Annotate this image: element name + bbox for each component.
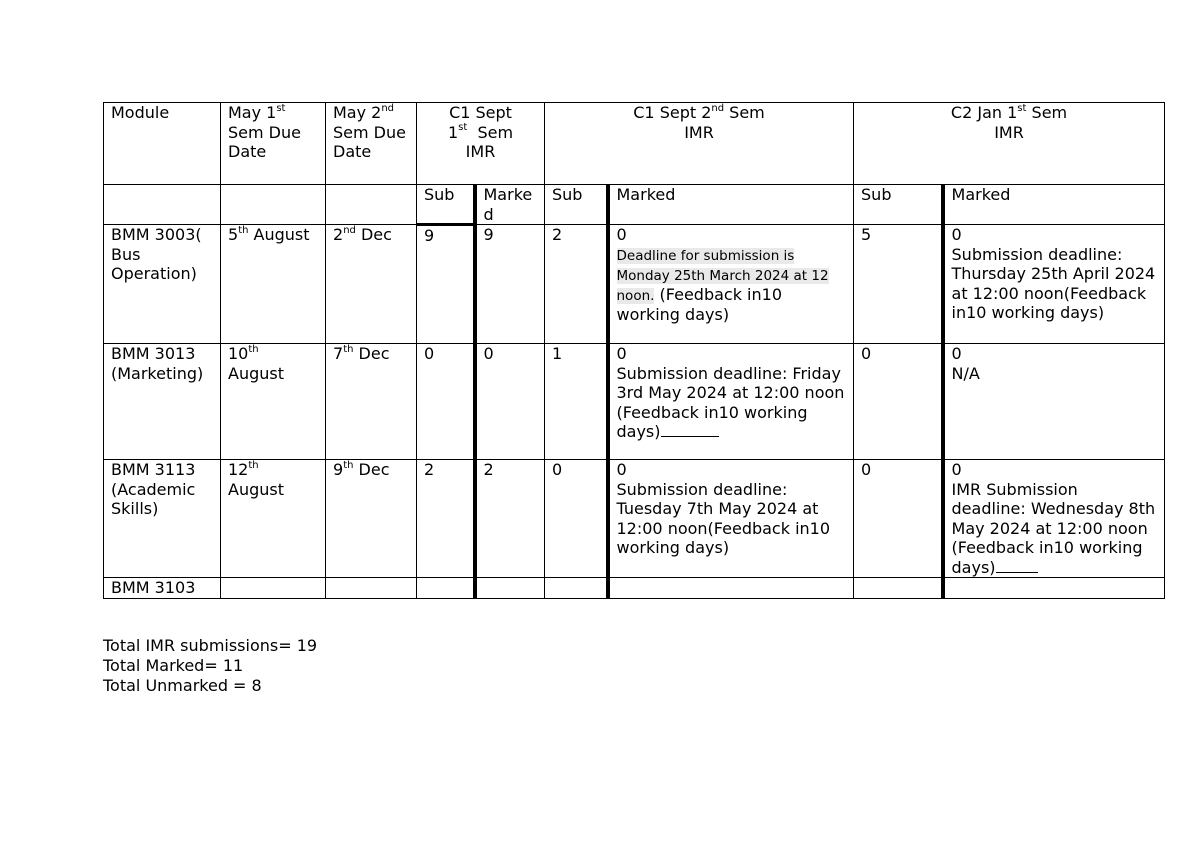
subheader-marked: Marked bbox=[608, 185, 854, 225]
total-unmarked: Total Unmarked = 8 bbox=[103, 676, 262, 695]
c2-sub: 0 bbox=[854, 460, 943, 578]
c1s1-sub: 2 bbox=[417, 460, 475, 578]
c1s1-sub: 0 bbox=[417, 344, 475, 460]
c2-sub: 0 bbox=[854, 344, 943, 460]
c1s2-sub: 1 bbox=[545, 344, 608, 460]
header-module: Module bbox=[104, 103, 221, 185]
c2-marked: 0 N/A bbox=[943, 344, 1165, 460]
c1s1-marked: 0 bbox=[475, 344, 545, 460]
totals-summary bbox=[103, 636, 317, 696]
c1s2-marked: 0 Submission deadline: Friday 3rd May 2024 at 12:00 noon (Feedback in10 working days) bbox=[608, 344, 854, 460]
deadline-note: N/A bbox=[951, 363, 980, 383]
total-marked: Total Marked= 11 bbox=[103, 656, 244, 675]
header-c1-sept-2nd-sem: C1 Sept 2nd Sem IMR bbox=[545, 103, 854, 185]
may2-due-date: 7th Dec bbox=[326, 344, 417, 460]
c1s1-marked: 2 bbox=[475, 460, 545, 578]
table-row bbox=[104, 225, 1165, 344]
deadline-note: IMR Submission deadline: Wednesday 8th May 2024 at 12:00 noon (Feedback in10 working days) bbox=[951, 479, 1156, 577]
table-row bbox=[104, 578, 1165, 599]
deadline-note: Submission deadline: Friday 3rd May 2024 at 12:00 noon bbox=[616, 363, 845, 402]
subheader-row bbox=[104, 185, 1165, 225]
header-row bbox=[104, 103, 1165, 185]
feedback-note: (Feedback in10 working days) bbox=[616, 402, 808, 441]
subheader-sub: Sub bbox=[545, 185, 608, 225]
header-c2-jan-1st-sem: C2 Jan 1st Sem IMR bbox=[854, 103, 1165, 185]
c2-marked: 0 Submission deadline: Thursday 25th April 2024 at 12:00 noon(Feedback in10 working days) bbox=[943, 225, 1165, 344]
c1s2-sub: 2 bbox=[545, 225, 608, 344]
c2-sub: 5 bbox=[854, 225, 943, 344]
deadline-note: Submission deadline: Thursday 25th April 2024 at 12:00 noon(Feedback in10 working days) bbox=[951, 244, 1156, 322]
c1s2-marked: 0 Deadline for submission is Monday 25th March 2024 at 12 noon. (Feedback in10 working days) bbox=[608, 225, 854, 344]
c1s2-marked: 0 Submission deadline: Tuesday 7th May 2024 at 12:00 noon(Feedback in10 working days) bbox=[608, 460, 854, 578]
table-row bbox=[104, 344, 1165, 460]
deadline-highlight: Deadline for submission is Monday 25th March 2024 at 12 noon. bbox=[616, 247, 829, 304]
deadline-note: Submission deadline: Tuesday 7th May 2024 at 12:00 noon(Feedback in10 working days) bbox=[616, 479, 831, 557]
c2-marked: 0 IMR Submission deadline: Wednesday 8th May 2024 at 12:00 noon (Feedback in10 working days) bbox=[943, 460, 1165, 578]
subheader-marked: Marked bbox=[943, 185, 1165, 225]
feedback-note: (Feedback in10 working days) bbox=[616, 284, 782, 324]
total-imr-submissions: Total IMR submissions= 19 bbox=[103, 636, 318, 655]
subheader-marked: Marke d bbox=[475, 185, 545, 225]
may1-due-date: 12th August bbox=[221, 460, 326, 578]
header-may1-due: May 1st Sem Due Date bbox=[221, 103, 326, 185]
module-name: BMM 3013 (Marketing) bbox=[104, 344, 221, 460]
module-name: BMM 3003( Bus Operation) bbox=[104, 225, 221, 344]
may2-due-date: 9th Dec bbox=[326, 460, 417, 578]
module-name: BMM 3113 (Academic Skills) bbox=[104, 460, 221, 578]
c1s1-marked: 9 bbox=[475, 225, 545, 344]
may2-due-date: 2nd Dec bbox=[326, 225, 417, 344]
may1-due-date: 10th August bbox=[221, 344, 326, 460]
imr-table bbox=[103, 102, 1165, 599]
c1s1-sub: 9 bbox=[417, 225, 475, 344]
may1-due-date: 5th August bbox=[221, 225, 326, 344]
header-may2-due: May 2nd Sem Due Date bbox=[326, 103, 417, 185]
subheader-sub: Sub bbox=[417, 185, 475, 225]
header-c1-sept-1st-sem: C1 Sept 1st Sem IMR bbox=[417, 103, 545, 185]
module-name: BMM 3103 bbox=[104, 578, 221, 599]
subheader-sub: Sub bbox=[854, 185, 943, 225]
c1s2-sub: 0 bbox=[545, 460, 608, 578]
table-row bbox=[104, 460, 1165, 578]
